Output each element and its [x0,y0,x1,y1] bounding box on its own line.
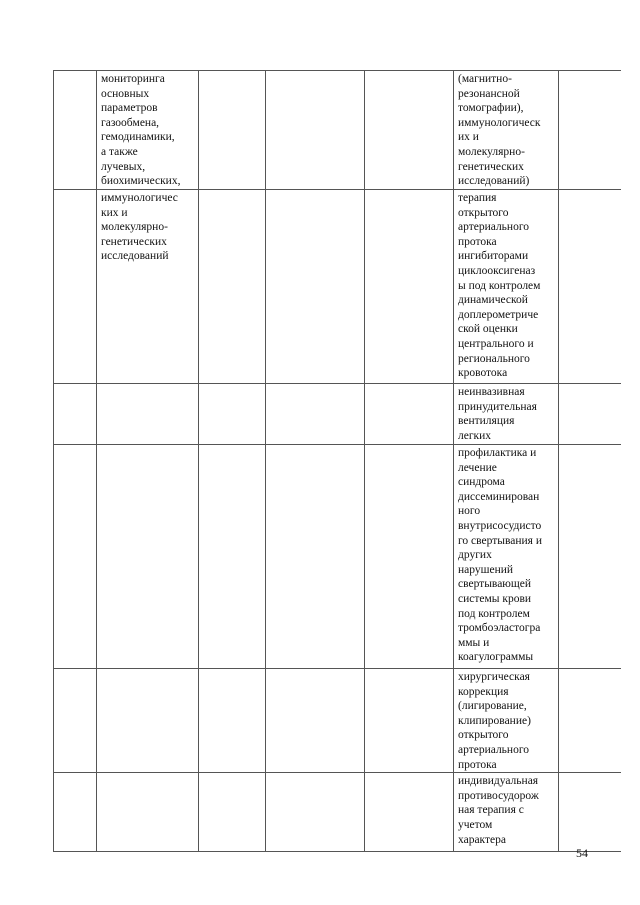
method-text: профилактика и лечение синдрома диссеминирован ного внутрисосудисто го свертывания и других нарушений свертывающей системы крови под контролем тромбоэластогра ммы и коагулограммы [458,447,542,664]
table-cell-col7 [559,773,621,852]
table-cell-col6 [454,190,559,384]
table-cell-col1 [54,384,97,445]
table-row [54,773,621,852]
table-cell-col1 [54,71,97,190]
table-cell-col6 [454,445,559,669]
table-cell-col6 [454,71,559,190]
table-cell-col3 [199,71,266,190]
table-cell-col5 [365,190,454,384]
table-cell-col3 [199,384,266,445]
table-cell-col7 [559,384,621,445]
table-cell-col6 [454,669,559,773]
table-cell-col4 [266,773,365,852]
method-text: хирургическая коррекция (лигирование, клипирование) открытого артериального протока [458,671,531,771]
table-cell-col7 [559,71,621,190]
table-cell-col7 [559,669,621,773]
table-cell-col3 [199,445,266,669]
table-cell-col1 [54,190,97,384]
table-cell-col5 [365,773,454,852]
table-cell-col2 [97,773,199,852]
treatment-table [53,70,621,852]
table-row [54,445,621,669]
table-row [54,669,621,773]
table-cell-col5 [365,669,454,773]
method-text: неинвазивная принудительная вентиляция легких [458,386,537,442]
table-cell-col4 [266,669,365,773]
table-cell-col1 [54,773,97,852]
page-number: 54 [576,846,588,860]
table-cell-col7 [559,445,621,669]
procedure-text: иммунологичес ких и молекулярно- генетических исследований [101,192,178,263]
table-cell-col5 [365,445,454,669]
method-text: (магнитно- резонансной томографии), иммунологическ их и молекулярно- генетических исследований) [458,73,541,188]
table-cell-col6 [454,384,559,445]
table-cell-col7 [559,190,621,384]
table-cell-col2 [97,669,199,773]
table-cell-col4 [266,71,365,190]
table-cell-col6 [454,773,559,852]
table-cell-col2 [97,71,199,190]
table-cell-col4 [266,445,365,669]
table-cell-col5 [365,384,454,445]
table-row [54,71,621,190]
table-cell-col3 [199,669,266,773]
table-row [54,384,621,445]
table-cell-col1 [54,445,97,669]
method-text: индивидуальная противосудорож ная терапия с учетом характера [458,775,539,846]
table-cell-col2 [97,190,199,384]
table-cell-col1 [54,669,97,773]
table-cell-col4 [266,384,365,445]
table-cell-col2 [97,384,199,445]
method-text: терапия открытого артериального протока ингибиторами циклооксигеназ ы под контролем динамической доплерометриче ской оценки центрального и регионального кровотока [458,192,541,380]
table-cell-col4 [266,190,365,384]
table-cell-col2 [97,445,199,669]
table-row [54,190,621,384]
table-cell-col5 [365,71,454,190]
procedure-text: мониторинга основных параметров газообмена, гемодинамики, а также лучевых, биохимических, [101,73,181,188]
table-cell-col3 [199,773,266,852]
table-cell-col3 [199,190,266,384]
